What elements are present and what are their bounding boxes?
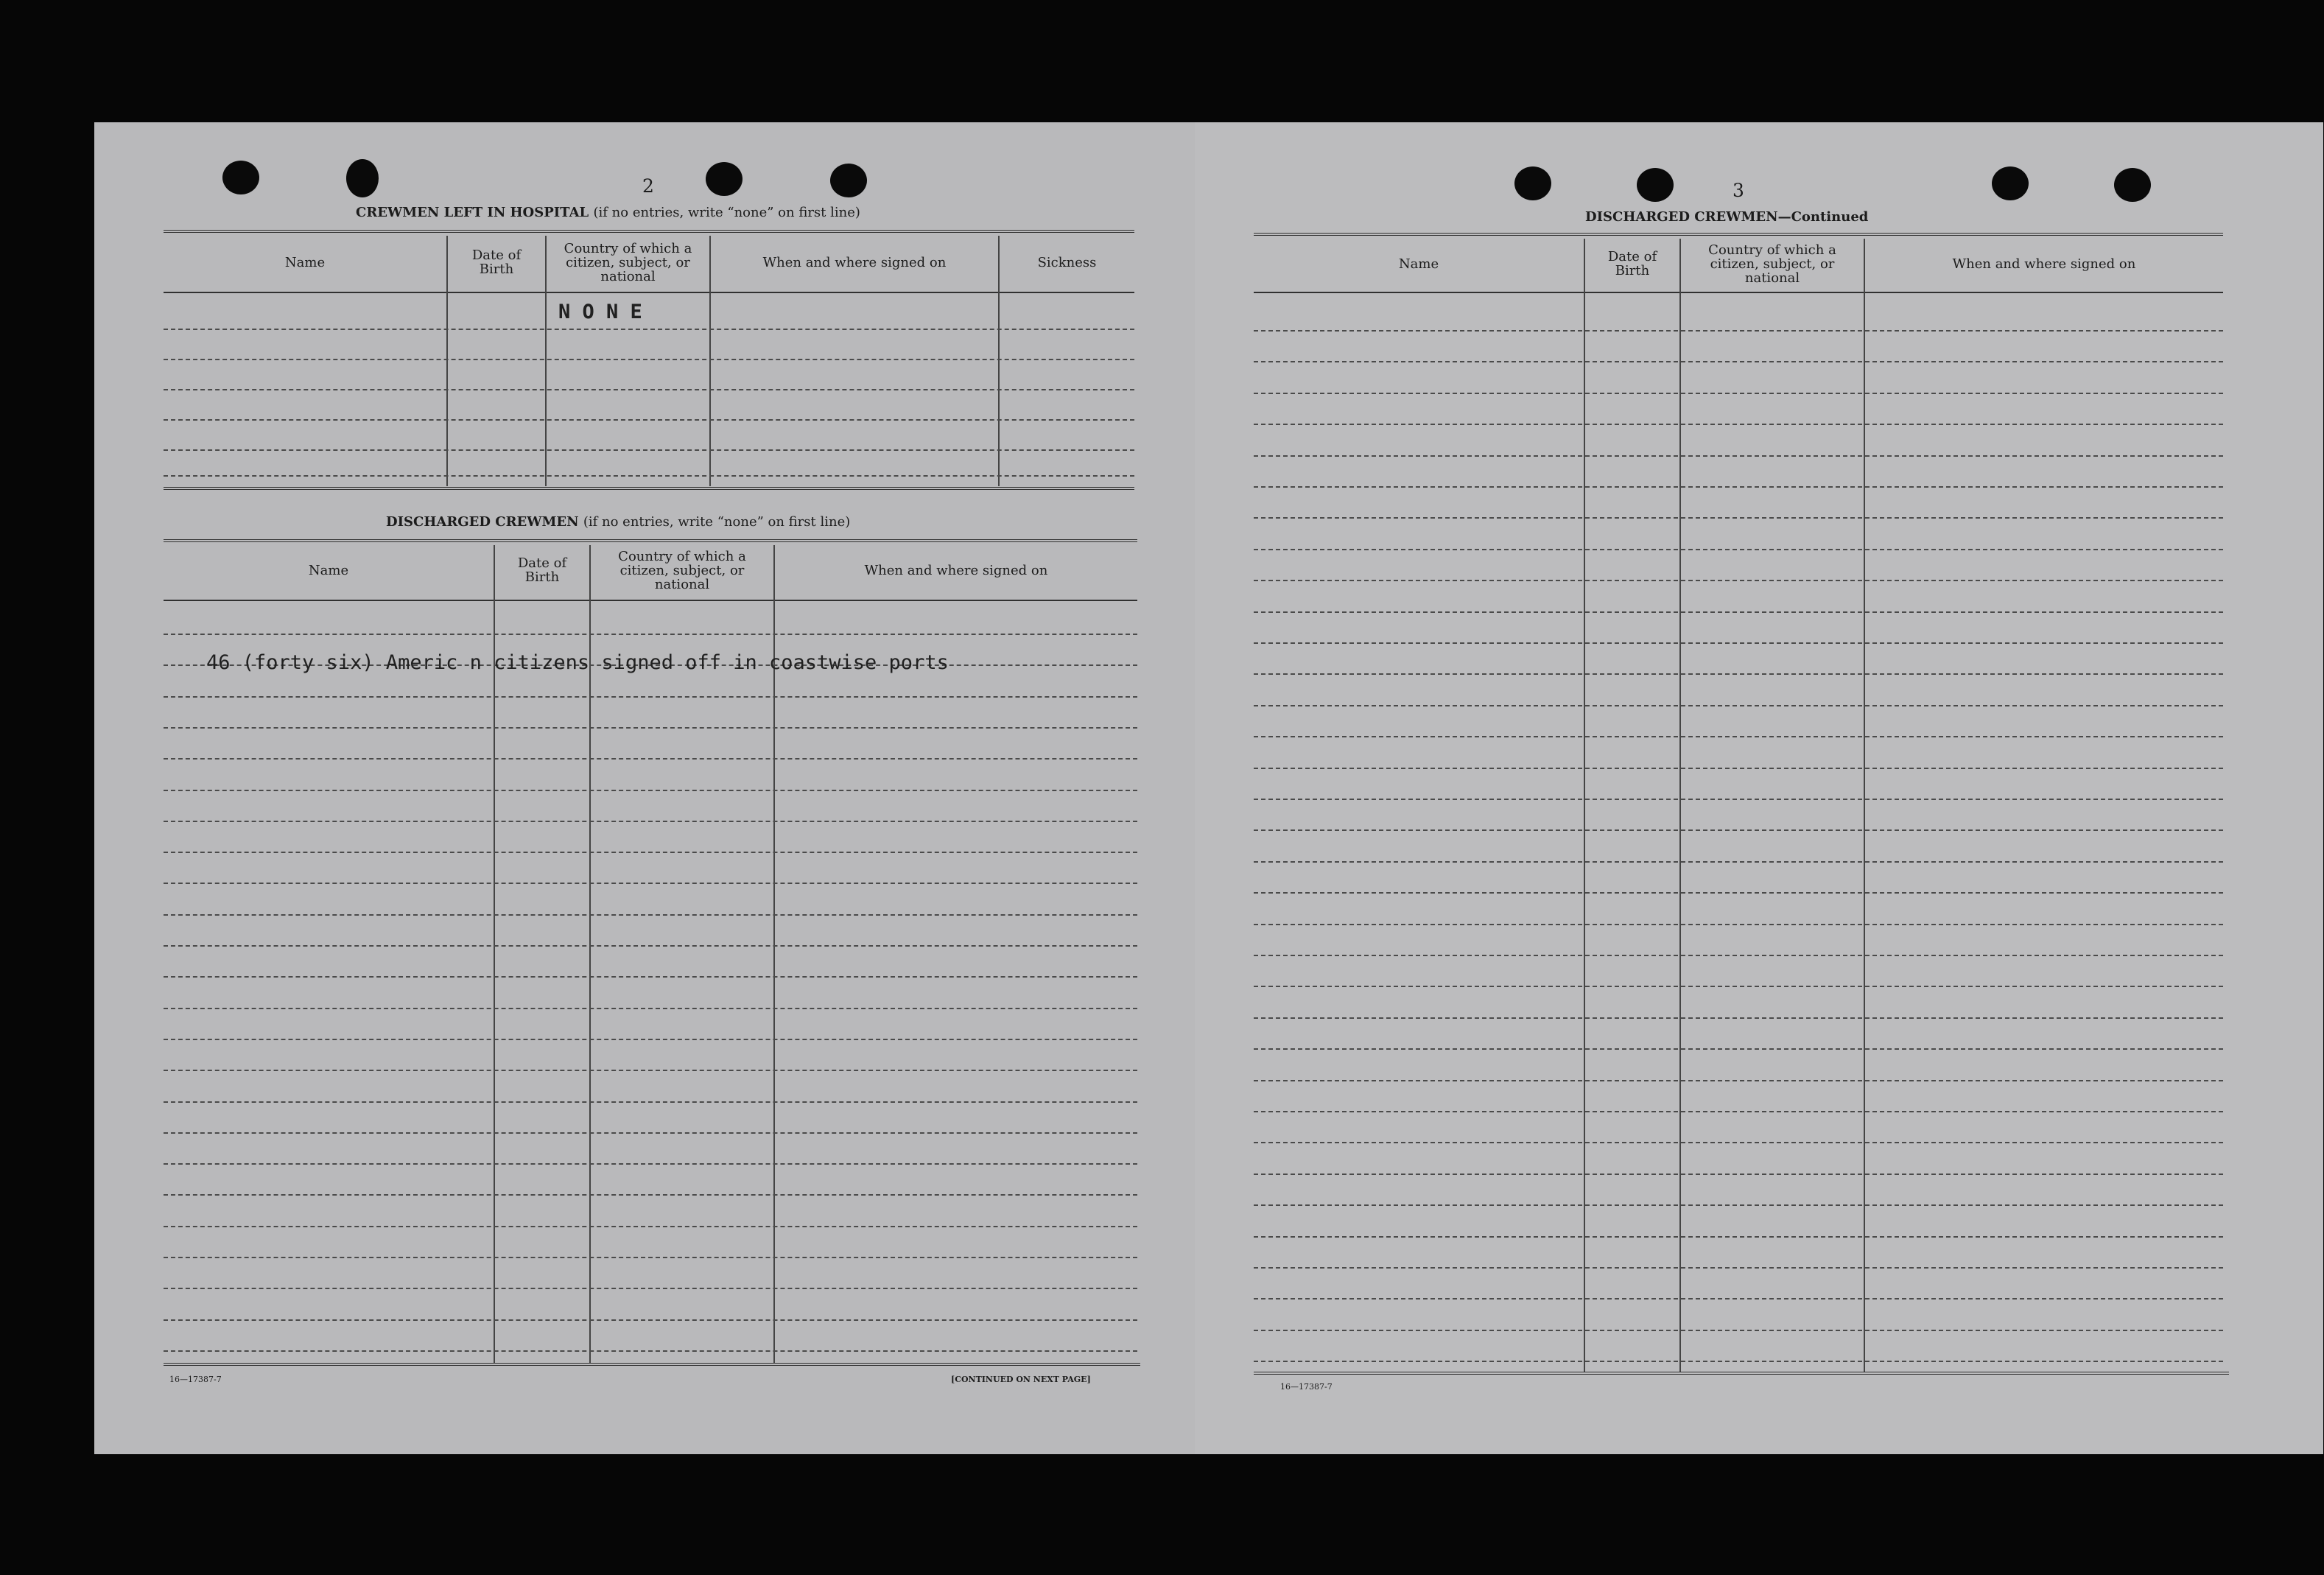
column-header-country: Country of which a citizen, subject, or national — [618, 548, 746, 592]
entry-line — [164, 359, 1134, 360]
entry-line — [1254, 549, 2223, 550]
entry-line — [1254, 1330, 2223, 1331]
column-header-date-of-birth: Date of Birth — [471, 248, 522, 277]
entry-line — [1254, 799, 2223, 800]
column-divider — [1584, 239, 1585, 1372]
continued-note: [CONTINUED ON NEXT PAGE] — [951, 1375, 1091, 1384]
column-header-signed-on: When and where signed on — [1952, 256, 2136, 272]
entry-line — [164, 1008, 1137, 1009]
right-page — [1195, 122, 2323, 1454]
form-number: 16—17387-7 — [169, 1375, 222, 1384]
entry-line — [1254, 1236, 2223, 1238]
entry-line — [164, 1163, 1137, 1165]
entry-line — [164, 1319, 1137, 1321]
entry-line — [1254, 424, 2223, 425]
punch-hole — [1992, 166, 2029, 200]
entry-line — [1254, 455, 2223, 457]
left-page — [94, 122, 1195, 1454]
entry-line — [1254, 955, 2223, 956]
entry-line — [164, 852, 1137, 853]
entry-line — [1254, 330, 2223, 332]
entry-line — [1254, 829, 2223, 831]
entry-line — [164, 1257, 1137, 1258]
punch-hole — [1514, 166, 1551, 200]
entry-line — [1254, 736, 2223, 737]
column-header-date-of-birth: Date of Birth — [517, 555, 567, 585]
entry-line — [1254, 861, 2223, 863]
punch-hole — [346, 159, 379, 197]
hospital-section-title: CREWMEN LEFT IN HOSPITAL (if no entries, write “none” on first line) — [356, 205, 860, 220]
column-header-country: Country of which a citizen, subject, or national — [564, 240, 692, 284]
column-header-name: Name — [284, 254, 326, 270]
form-number: 16—17387-7 — [1280, 1382, 1333, 1392]
entry-line — [164, 821, 1137, 822]
entry-line — [164, 419, 1134, 421]
entry-line — [164, 1350, 1137, 1352]
column-header-date-of-birth: Date of Birth — [1607, 249, 1657, 278]
entry-line — [1254, 1048, 2223, 1050]
entry-line — [1254, 986, 2223, 987]
entry-line — [1254, 1174, 2223, 1175]
entry-line — [1254, 1080, 2223, 1081]
entry-line — [1254, 1017, 2223, 1019]
entry-line — [1254, 768, 2223, 769]
entry-line — [1254, 1267, 2223, 1269]
entry-line — [164, 696, 1137, 698]
entry-line — [1254, 892, 2223, 894]
entry-line — [164, 1039, 1137, 1040]
entry-line — [1254, 1142, 2223, 1143]
table-bottom-rule — [164, 1363, 1140, 1366]
entry-line — [164, 883, 1137, 884]
entry-line — [1254, 580, 2223, 581]
entry-line — [1254, 673, 2223, 675]
header-bottom-rule — [164, 292, 1134, 293]
entry-line — [1254, 393, 2223, 394]
discharged-section-title: DISCHARGED CREWMEN (if no entries, write “none” on first line) — [386, 514, 851, 530]
entry-line — [1254, 924, 2223, 925]
punch-hole — [706, 162, 743, 196]
entry-line — [164, 389, 1134, 390]
entry-line — [1254, 1111, 2223, 1112]
entry-line — [164, 758, 1137, 760]
table-top-rule — [164, 230, 1134, 233]
entry-line — [164, 790, 1137, 791]
entry-line — [164, 1226, 1137, 1227]
entry-line — [1254, 1204, 2223, 1206]
entry-line — [164, 1194, 1137, 1196]
typed-discharge-entry: 46 (forty six) Americ n citizens signed off in coastwise ports — [206, 651, 949, 674]
entry-line — [164, 1288, 1137, 1289]
entry-line — [164, 634, 1137, 635]
punch-hole — [1637, 168, 1674, 202]
entry-line — [1254, 611, 2223, 613]
column-header-name: Name — [1398, 256, 1439, 272]
entry-line — [1254, 517, 2223, 519]
punch-hole — [2114, 168, 2151, 202]
entry-line — [1254, 486, 2223, 488]
entry-line — [1254, 705, 2223, 706]
header-bottom-rule — [1254, 292, 2223, 293]
punch-hole — [222, 161, 259, 194]
table-bottom-rule — [164, 487, 1134, 490]
entry-line — [164, 976, 1137, 978]
entry-line — [164, 475, 1134, 477]
page-number: 3 — [1733, 180, 1744, 201]
entry-line — [164, 1101, 1137, 1103]
table-bottom-rule — [1254, 1372, 2229, 1375]
column-divider — [1679, 239, 1681, 1372]
entry-line — [164, 329, 1134, 330]
column-header-sickness: Sickness — [1037, 254, 1097, 270]
column-divider — [1864, 239, 1865, 1372]
column-header-signed-on: When and where signed on — [762, 254, 947, 270]
entry-line — [1254, 361, 2223, 362]
entry-line — [164, 945, 1137, 947]
entry-line — [164, 727, 1137, 729]
entry-line — [1254, 642, 2223, 644]
entry-line — [1254, 1298, 2223, 1299]
entry-line — [164, 1132, 1137, 1134]
column-header-signed-on: When and where signed on — [864, 562, 1048, 578]
entry-line — [164, 914, 1137, 916]
page-number: 2 — [642, 175, 654, 197]
entry-line — [1254, 1361, 2223, 1362]
column-header-name: Name — [308, 562, 349, 578]
typed-none-entry: N O N E — [558, 301, 642, 323]
punch-hole — [830, 164, 867, 197]
section-title: DISCHARGED CREWMEN—Continued — [1585, 209, 1869, 225]
header-bottom-rule — [164, 600, 1137, 601]
entry-line — [164, 449, 1134, 451]
column-header-country: Country of which a citizen, subject, or national — [1708, 242, 1836, 286]
entry-line — [164, 1070, 1137, 1071]
